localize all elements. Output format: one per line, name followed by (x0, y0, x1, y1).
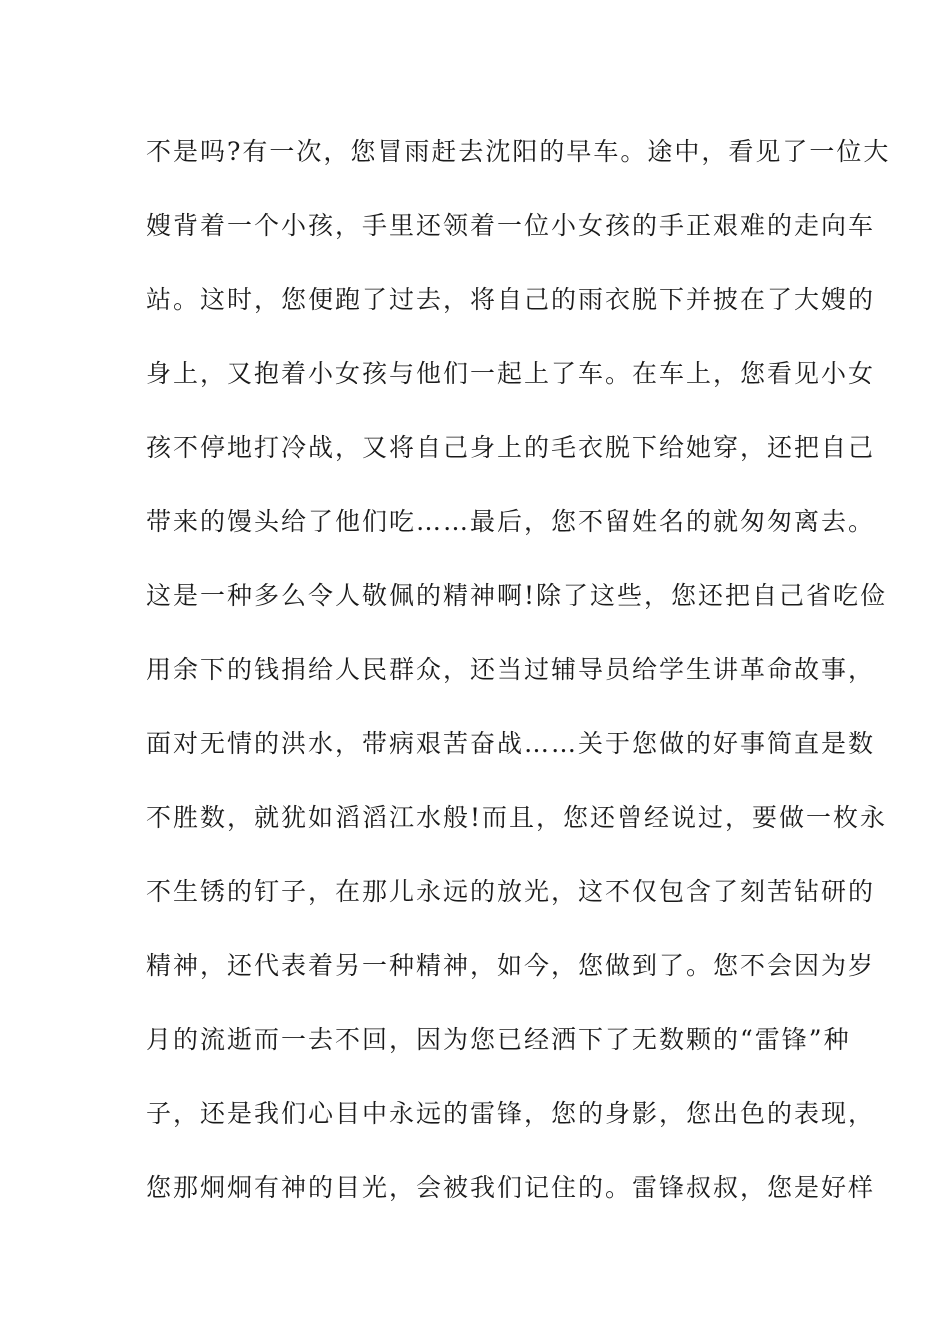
text-line: 不生锈的钉子，在那儿永远的放光，这不仅包含了刻苦钻研的 (146, 877, 876, 906)
text-line: 站。这时，您便跑了过去，将自己的雨衣脱下并披在了大嫂的 (146, 285, 876, 314)
text-line: 月的流逝而一去不回，因为您已经洒下了无数颗的“雷锋”种 (146, 1025, 851, 1054)
text-line: 嫂背着一个小孩，手里还领着一位小女孩的手正艰难的走向车 (146, 211, 876, 240)
text-line: 用余下的钱捐给人民群众，还当过辅导员给学生讲革命故事， (146, 655, 876, 684)
text-line: 精神，还代表着另一种精神，如今，您做到了。您不会因为岁 (146, 951, 876, 980)
text-line: 面对无情的洪水，带病艰苦奋战……关于您做的好事简直是数 (146, 729, 876, 758)
text-line: 带来的馒头给了他们吃……最后，您不留姓名的就匆匆离去。 (146, 507, 876, 536)
text-line: 身上，又抱着小女孩与他们一起上了车。在车上，您看见小女 (146, 359, 876, 388)
text-line: 这是一种多么令人敬佩的精神啊!除了这些，您还把自己省吃俭 (146, 581, 888, 610)
text-line: 孩不停地打冷战，又将自己身上的毛衣脱下给她穿，还把自己 (146, 433, 876, 462)
text-line: 不胜数，就犹如滔滔江水般!而且，您还曾经说过，要做一枚永 (146, 803, 888, 832)
text-line: 您那炯炯有神的目光，会被我们记住的。雷锋叔叔，您是好样 (146, 1173, 876, 1202)
text-line: 子，还是我们心目中永远的雷锋，您的身影，您出色的表现， (146, 1099, 876, 1128)
body-text (146, 128, 891, 1238)
text-line: 不是吗?有一次，您冒雨赶去沈阳的早车。途中，看见了一位大 (146, 137, 891, 166)
